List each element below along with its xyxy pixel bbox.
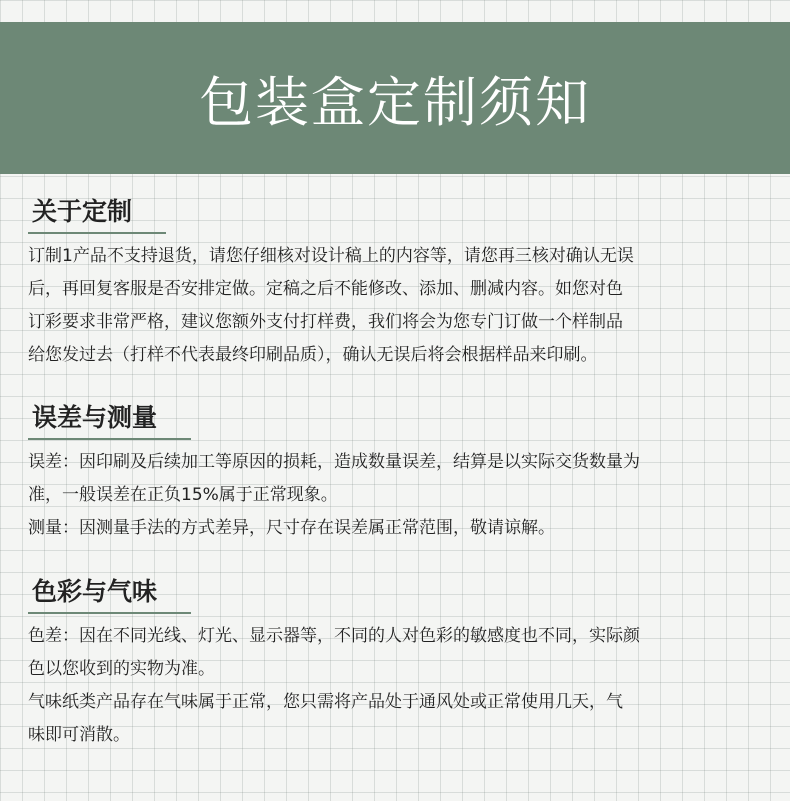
section-paragraph: 订制1产品不支持退货，请您仔细核对设计稿上的内容等，请您再三核对确认无误 后，再回复客服是否安排定做。定稿之后不能修改、添加、删减内容。如您对色 订彩要求非常严格，建议您额外支付打样费，我们将会为您专门订做一个样制品 给您发过去（打样不代表最终印刷品质），确认无误后将会根据样品来印刷。 <box>28 246 634 365</box>
page-title: 包装盒定制须知 <box>199 70 591 134</box>
section-error-measurement <box>28 398 768 545</box>
header-banner <box>0 22 790 174</box>
section-heading: 关于定制 <box>28 192 166 234</box>
section-heading: 色彩与气味 <box>28 572 191 614</box>
section-paragraph: 色差：因在不同光线、灯光、显示器等，不同的人对色彩的敏感度也不同，实际颜 色以您收到的实物为准。 <box>28 626 640 679</box>
section-paragraph: 气味纸类产品存在气味属于正常，您只需将产品处于通风处或正常使用几天，气 味即可消散。 <box>28 692 623 745</box>
section-paragraph: 误差：因印刷及后续加工等原因的损耗，造成数量误差，结算是以实际交货数量为 准，一般误差在正负15%属于正常现象。 <box>28 452 640 505</box>
section-heading: 误差与测量 <box>28 398 191 440</box>
section-color-odor <box>28 572 768 752</box>
section-about-customization <box>28 192 768 372</box>
section-paragraph: 测量：因测量手法的方式差异，尺寸存在误差属正常范围，敬请谅解。 <box>28 518 555 538</box>
